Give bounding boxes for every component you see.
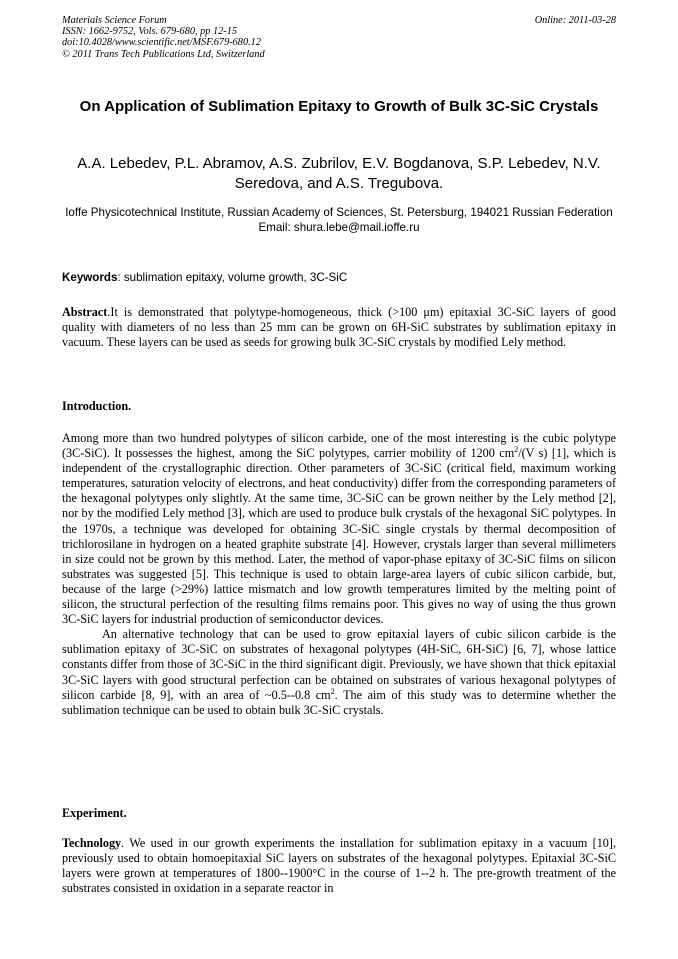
experiment-heading: Experiment.	[62, 806, 127, 820]
journal-copyright: © 2011 Trans Tech Publications Ltd, Switzerland	[62, 48, 265, 60]
keywords-label: Keywords	[62, 271, 118, 284]
keywords-text: : sublimation epitaxy, volume growth, 3C-SiC	[117, 271, 348, 284]
journal-header	[62, 15, 265, 60]
email: Email: shura.lebe@mail.ioffe.ru	[258, 220, 420, 234]
online-date: Online: 2011-03-28	[534, 15, 616, 26]
author-list: A.A. Lebedev, P.L. Abramov, A.S. Zubrilov, E.V. Bogdanova, S.P. Lebedev, N.V. Seredova, and A.S. Tregubova.	[77, 155, 601, 192]
abstract-text: .It is demonstrated that polytype-homogeneous, thick (>100 μm) epitaxial 3C-SiC layers of good quality with diameters of no less than 25 mm can be grown on 6H-SiC substrates by sublimation epitaxy in vacuum. These layers can be used as seeds for growing bulk 3C-SiC crystals by modified Lely method.	[62, 305, 616, 350]
technology-text: . We used in our growth experiments the installation for sublimation epitaxy in a vacuum [10], previously used to obtain homoepitaxial SiC layers on substrates of the hexagonal polytypes. Epitaxial 3C-SiC layers were grown at temperatures of 1800--1900°C in the course of 1--2 h. The pre-growth treatment of the substrates consisted in oxidation in a separate reactor in	[62, 836, 616, 896]
technology-label: Technology	[62, 836, 122, 850]
journal-issn: ISSN: 1662-9752, Vols. 679-680, pp 12-15	[62, 26, 238, 38]
intro-paragraph-2: An alternative technology that can be used to grow epitaxial layers of cubic silicon carbide is the sublimation epitaxy of 3C-SiC on substrates of hexagonal polytypes (4H-SiC, 6H-SiC) [6, 7], whose lattice constants differ from those of 3C-SiC in the third significant digit. Previously, we have shown that thick epitaxial 3C-SiC layers with good structural perfection can be obtained on substrates of various hexagonal polytypes of silicon carbide [8, 9], with an area of ~0.5--0.8 $cm^2$. The aim of this study was to determine whether the sublimation technique can be used to obtain bulk 3C-SiC crystals.	[62, 627, 616, 717]
abstract	[62, 305, 616, 350]
institute: Ioffe Physicotechnical Institute, Russian Academy of Sciences, St. Petersburg, 194021 Russian Federation	[65, 206, 613, 219]
technology-paragraph	[62, 836, 616, 896]
abstract-label: Abstract	[62, 305, 108, 319]
journal-name: Materials Science Forum	[62, 15, 167, 26]
journal-doi: doi:10.4028/www.scientific.net/MSF.679-680.12	[62, 37, 261, 49]
paper-title: On Application of Sublimation Epitaxy to Growth of Bulk 3C-SiC Crystals	[79, 98, 599, 115]
intro-paragraph-1: Among more than two hundred polytypes of silicon carbide, one of the most interesting is the cubic polytype (3C-SiC). It possesses the highest, among the SiC polytypes, carrier mobility of 1200 $cm^2/(V$ s) [1], which is independent of the crystallographic direction. Other parameters of 3C-SiC (critical field, maximum working temperatures, saturation velocity of electrons, and heat conductivity) differ from the corresponding parameters of the hexagonal polytypes only slightly. At the same time, 3C-SiC can be grown neither by the Lely method [2], nor by the modified Lely method [3], which are used to produce bulk crystals of the hexagonal SiC polytypes. In the 1970s, a technique was developed for obtaining 3C-SiC single crystals by thermal decomposition of trichlorosilane in hydrogen on a heated graphite substrate [4]. However, crystals larger than several millimeters in size could not be grown by this method. Later, the method of vapor-phase epitaxy of 3C-SiC films on silicon substrates was suggested [5]. This technique is used to obtain large-area layers of cubic silicon carbide, but, because of the large (>29%) lattice mismatch and low growth temperatures limited by the melting point of silicon, the structural perfection of the resulting films remains poor. This gives no way of using the thus grown 3C-SiC layers for industrial production of semiconductor devices.	[62, 431, 616, 627]
introduction-body	[62, 431, 616, 718]
introduction-heading: Introduction.	[62, 399, 132, 413]
keywords	[62, 271, 616, 285]
affiliation	[62, 206, 616, 235]
